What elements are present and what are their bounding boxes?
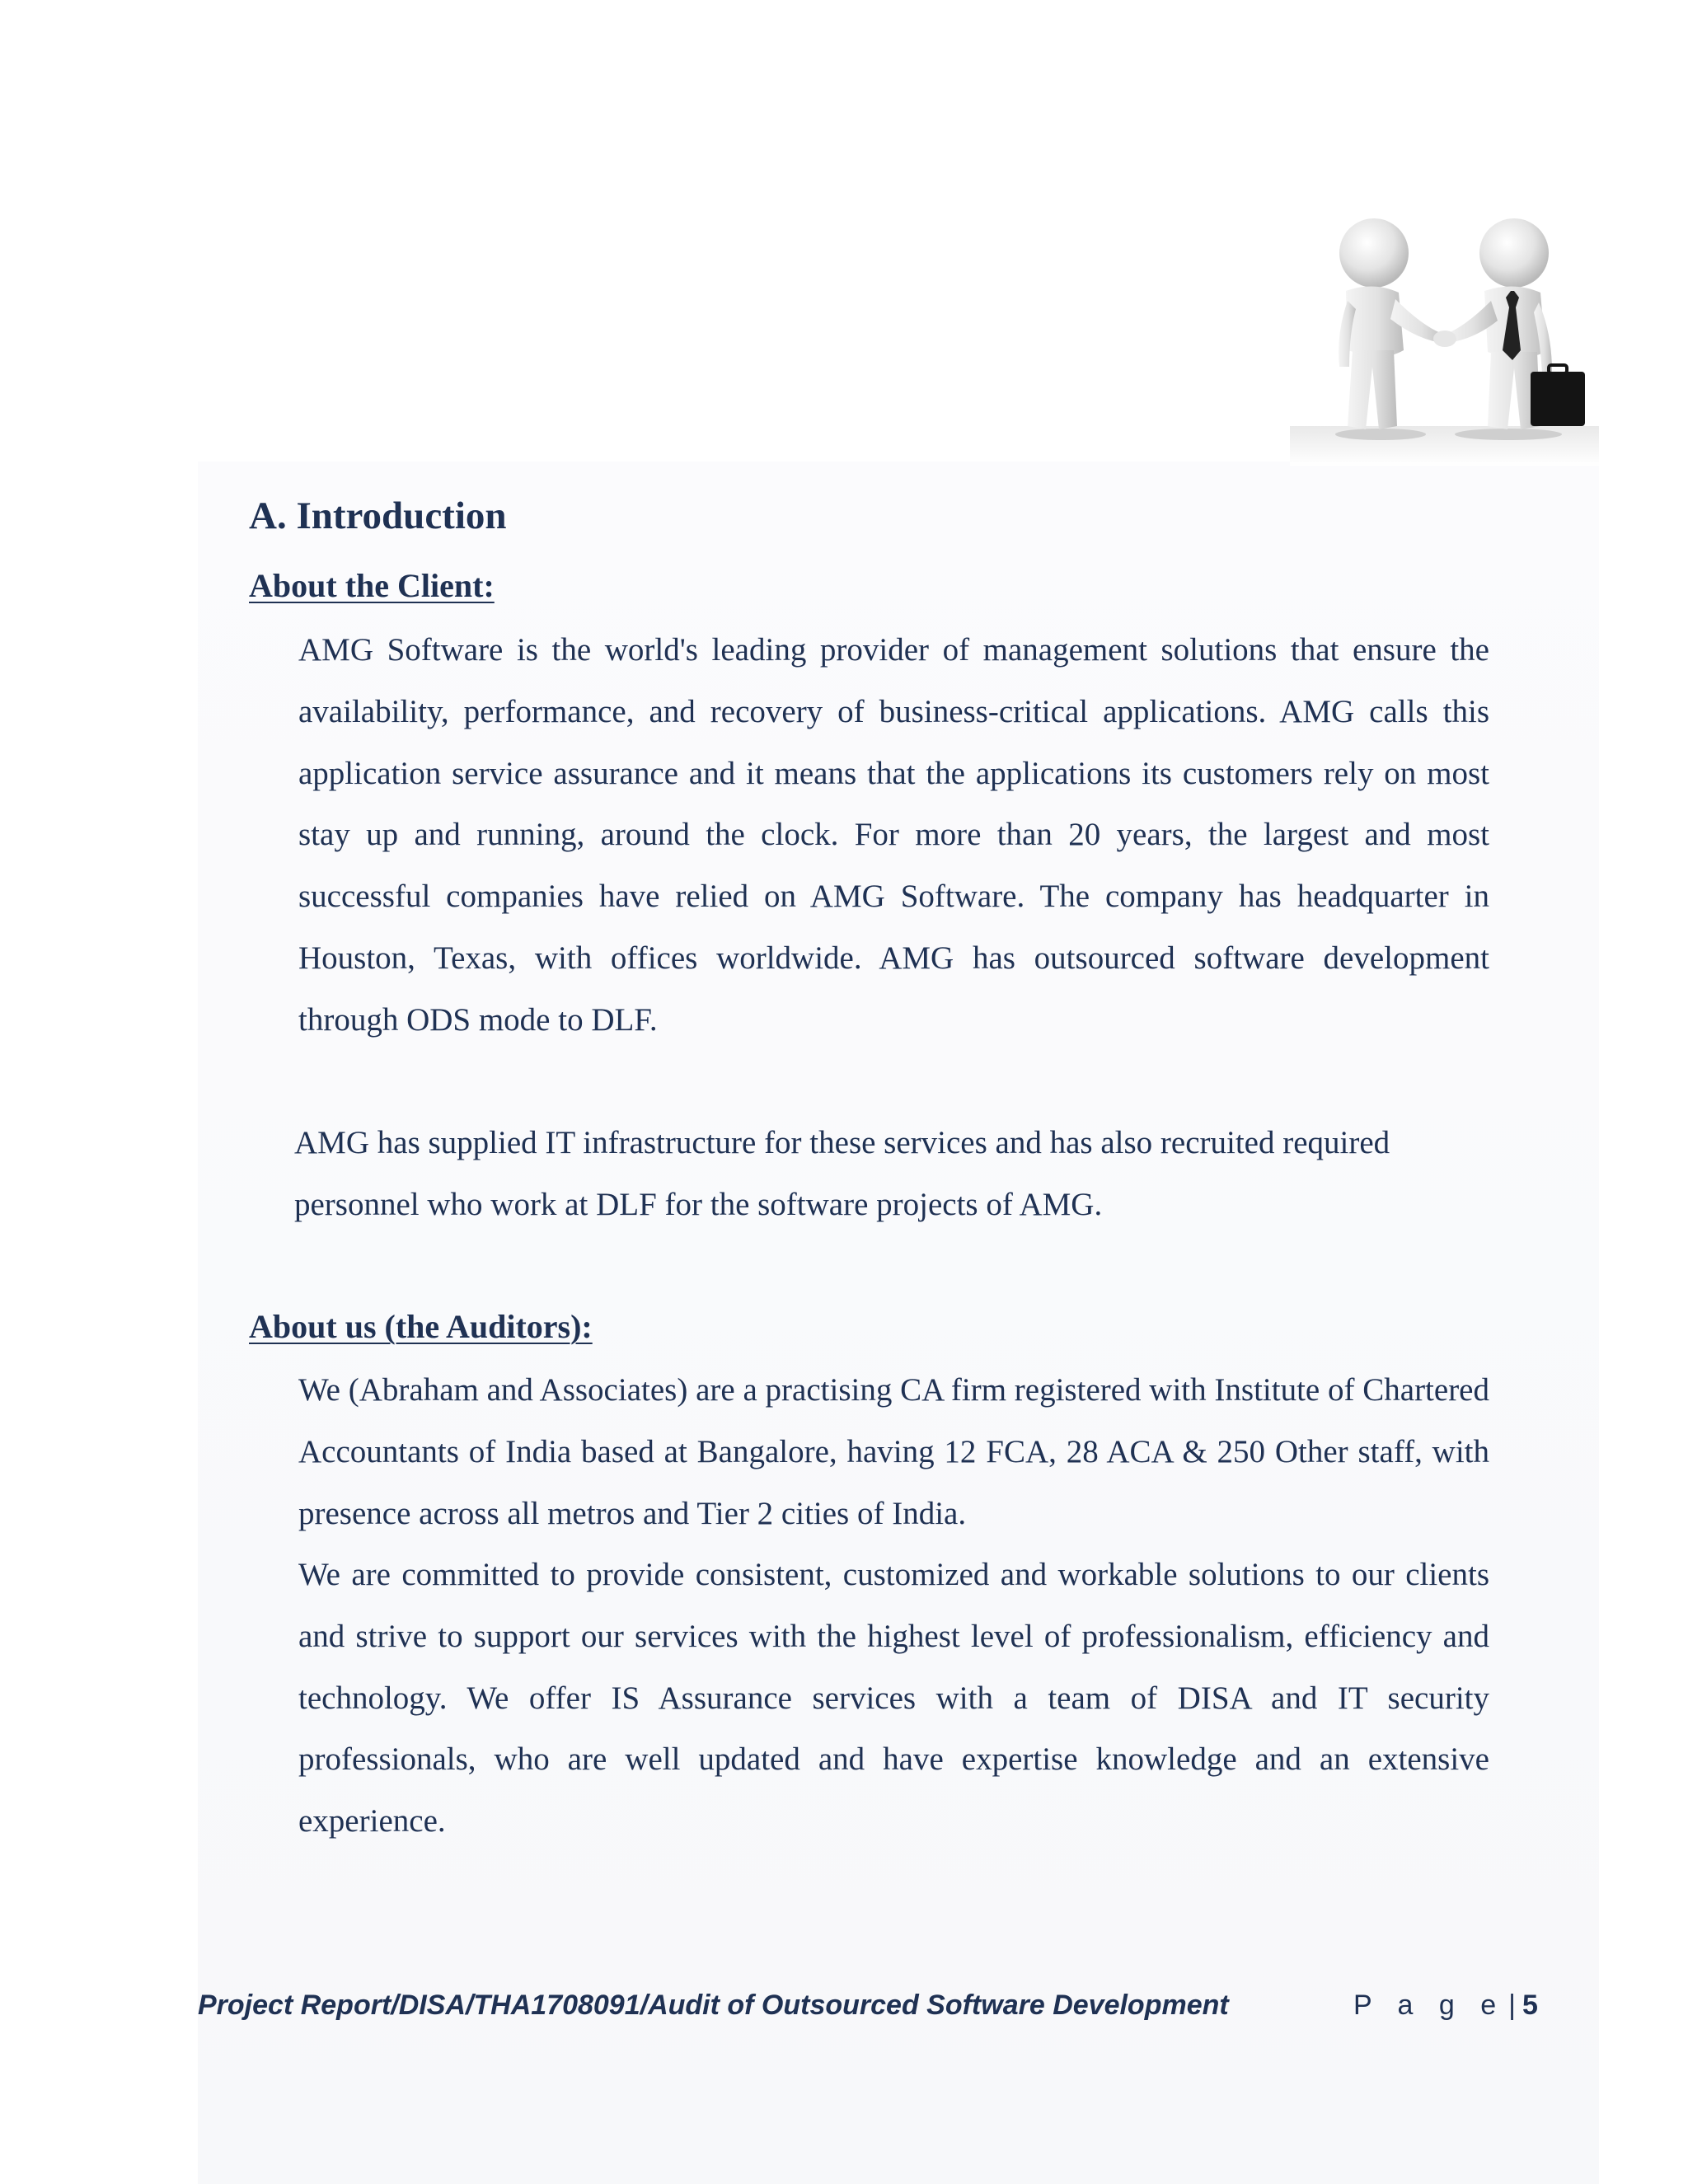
page-separator: | (1508, 1990, 1516, 2021)
page-number: 5 (1522, 1990, 1538, 2021)
client-paragraph-2: AMG has supplied IT infrastructure for these services and has also recruited required personnel who work at DLF for the software projects of AMG. (294, 1125, 1390, 1222)
footer-page-indicator (1353, 1985, 1538, 2025)
handshake-figures-icon (1290, 210, 1599, 466)
auditors-paragraph-2: We are committed to provide consistent, customized and workable solutions to our clients and strive to support our services with the highest level of professionalism, efficiency and technology. We offer IS Assurance services with a team of DISA and IT security professionals, who are well updated and have expertise knowledge and an extensive experience. (298, 1557, 1489, 1840)
client-paragraph-1: AMG Software is the world's leading provider of management solutions that ensure the availability, performance, and recovery of business-critical applications. AMG calls this application service assurance and it means that the applications its customers rely on most stay up and running, around the clock. For more than 20 years, the largest and most successful companies have relied on AMG Software. The company has headquarter in Houston, Texas, with offices worldwide. AMG has outsourced software development through ODS mode to DLF. (298, 632, 1489, 1038)
auditors-paragraph-1: We (Abraham and Associates) are a practising CA firm registered with Institute of Chartered Accountants of India based at Bangalore, having 12 FCA, 28 ACA & 250 Other staff, with presence across all metros and Tier 2 cities of India. (298, 1372, 1489, 1531)
footer-report-title: Project Report/DISA/THA1708091/Audit of Outsourced Software Development (198, 1990, 1229, 2021)
page-label: P a g e (1353, 1990, 1506, 2021)
client-subheading: About the Client: (249, 567, 495, 604)
auditors-subheading: About us (the Auditors): (249, 1308, 593, 1345)
section-heading: A. Introduction (249, 494, 507, 537)
